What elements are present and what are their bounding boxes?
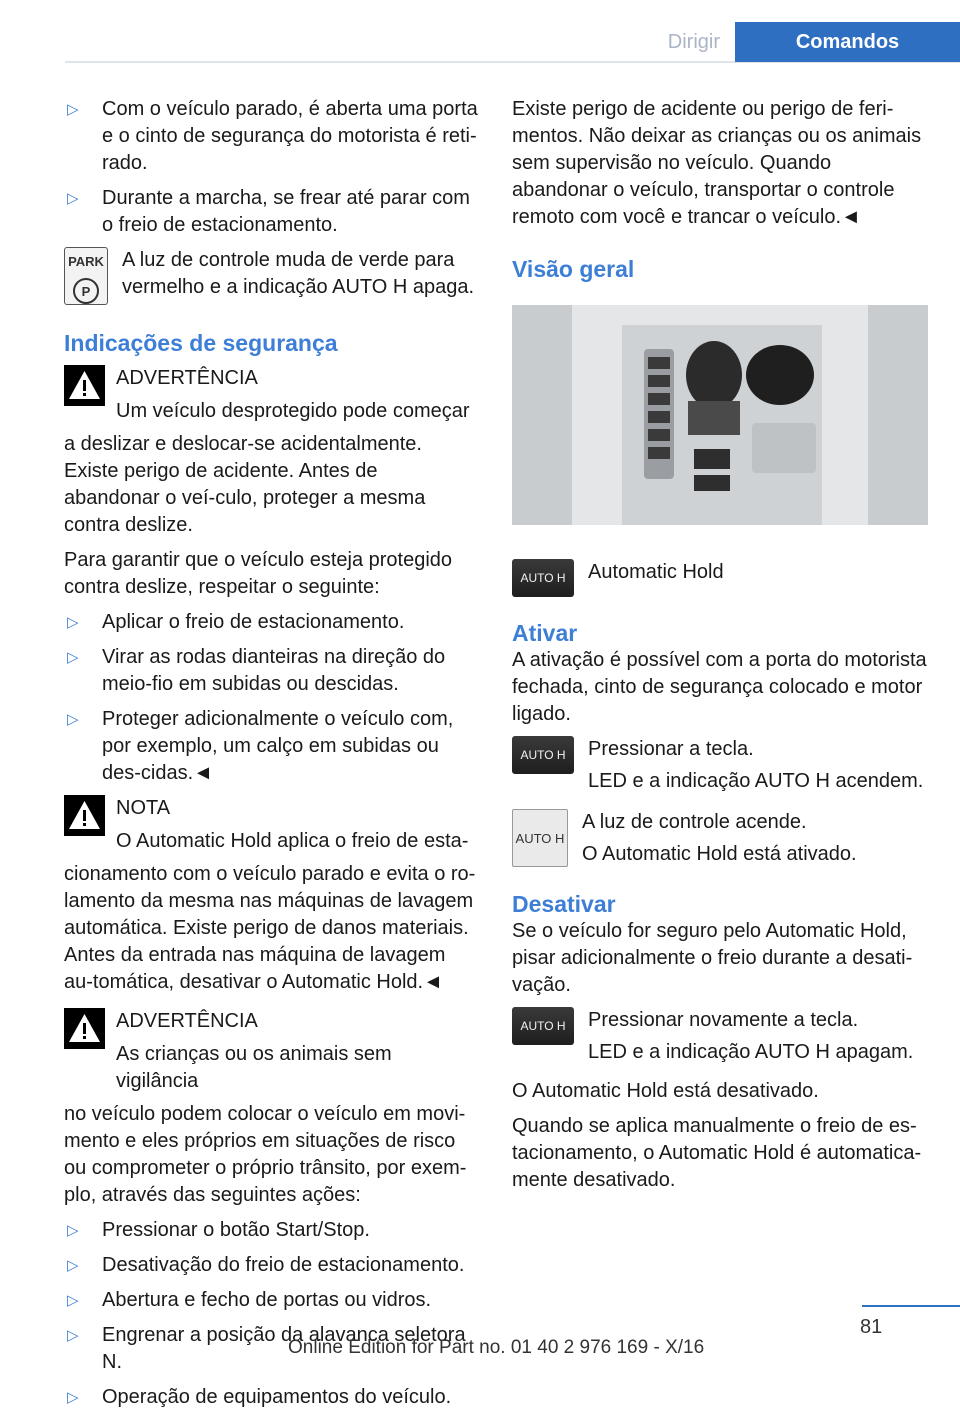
warning-title: ADVERTÊNCIA — [116, 367, 258, 389]
list-item: ▷ Aplicar o freio de estacionamento. — [64, 609, 478, 636]
page-number: 81 — [860, 1316, 883, 1338]
triangle-bullet-icon: ▷ — [67, 649, 79, 666]
warning-title: ADVERTÊNCIA — [116, 1010, 258, 1032]
autohold-caption: Automatic Hold — [588, 561, 724, 583]
triangle-bullet-icon: ▷ — [67, 190, 79, 207]
list-item: ▷ Com o veículo parado, é aberta uma porta e o cinto de segurança do motorista é reti-rado. — [64, 96, 478, 177]
warning-triangle-icon — [64, 365, 105, 406]
triangle-bullet-icon: ▷ — [67, 1257, 79, 1274]
paragraph: Para garantir que o veículo esteja protegido contra deslize, respeitar o seguinte: — [64, 549, 453, 598]
list-item: ▷ Desativação do freio de estacionamento. — [64, 1252, 478, 1279]
footer-rule — [862, 1305, 960, 1307]
header-section: Dirigir — [667, 31, 720, 53]
lamp-row: AUTO H A luz de controle acende. O Automatic Hold está ativado. — [512, 809, 930, 868]
warning-triangle-icon — [64, 1008, 105, 1049]
deactivate-heading: Desativar — [512, 891, 616, 917]
paragraph: Existe perigo de acidente ou perigo de feri-mentos. Não deixar as crianças ou os animais sem supervisão no veículo. Quando abandonar o veículo, transportar o controle remoto com você e trancar o veículo.◄ — [512, 98, 922, 228]
auto-h-lamp-icon: AUTO H — [512, 809, 568, 867]
left-column — [64, 96, 478, 1419]
header-chapter-tab: Comandos — [735, 22, 960, 62]
press-row: AUTO H Pressionar a tecla. LED e a indicação AUTO H acendem. — [512, 736, 930, 795]
press-again-row: AUTO H Pressionar novamente a tecla. LED e a indicação AUTO H apagam. — [512, 1007, 930, 1066]
autohold-row — [512, 559, 930, 597]
list-item: ▷ Durante a marcha, se frear até parar com o freio de estacionamento. — [64, 185, 478, 239]
right-column: Existe perigo de acidente ou perigo de feri-mentos. Não deixar as crianças ou os animais sem supervisão no veículo. Quando abandonar o veículo, transportar o controle remoto com você e trancar o veículo.◄ Visão geral AUTO H Automatic Hold Ativar A ativação é possível com a porta do motorista fechada, cinto de segurança colocado e motor ligado. AUTO H Pressionar a tecla. LED e a indicação AUTO H acendem. AUTO H A luz de controle acende. O Automatic Hold está ativado. Desativar Se o veículo for seguro pelo Automatic Hold, pisar adicionalmente o freio durante a desati-vação. AUTO H Pressionar novamente a tecla. LED e a indicação AUTO H apagam. O Automatic Hold está desativado. Quando se aplica manualmente o freio de es-tacionamento, o Automatic Hold é automatica-mente desativado. — [512, 96, 930, 1202]
note-block: NOTA O Automatic Hold aplica o freio de esta- cionamento com o veículo parado e evita o ro-lamento da mesma nas máquinas de lavagem automática. Existe perigo de danos materiais. Antes da entrada nas máquina de lavagem au-tomática, desativar o Automatic Hold.◄ — [64, 797, 476, 993]
safety-heading: Indicações de segurança — [64, 330, 338, 356]
park-indicator-text: A luz de controle muda de verde para vermelho e a indicação AUTO H apaga. — [122, 249, 475, 298]
warning-triangle-icon — [64, 795, 105, 836]
list-item: ▷ Virar as rodas dianteiras na direção do meio-fio em subidas ou descidas. — [64, 644, 478, 698]
triangle-bullet-icon: ▷ — [67, 101, 79, 118]
edition-footer: Online Edition for Part no. 01 40 2 976 169 - X/16 — [288, 1337, 705, 1358]
park-indicator-row — [64, 247, 478, 305]
auto-h-button-icon: AUTO H — [512, 559, 574, 597]
triangle-bullet-icon: ▷ — [67, 1222, 79, 1239]
triangle-bullet-icon: ▷ — [67, 614, 79, 631]
triangle-bullet-icon: ▷ — [67, 1327, 79, 1344]
center-console-photo — [512, 305, 928, 525]
triangle-bullet-icon: ▷ — [67, 1389, 79, 1406]
list-item: ▷ Pressionar o botão Start/Stop. — [64, 1217, 478, 1244]
activate-heading: Ativar — [512, 620, 578, 646]
note-title: NOTA — [116, 797, 171, 819]
triangle-bullet-icon: ▷ — [67, 1292, 79, 1309]
list-item: ▷ Abertura e fecho de portas ou vidros. — [64, 1287, 478, 1314]
warning-block: ADVERTÊNCIA As crianças ou os animais sem vigilância no veículo podem colocar o veículo em movi-mento e eles próprios em situações de risco ou comprometer o próprio trânsito, por exem-plo, através das seguintes ações: — [64, 1008, 478, 1209]
list-item: ▷ Engrenar a posição da alavanca seletora N. — [64, 1322, 478, 1376]
list-item: ▷ Operação de equipamentos do veículo. — [64, 1384, 478, 1411]
warning-block: ADVERTÊNCIA Um veículo desprotegido pode começar a deslizar e deslocar-se acidentalmente. Existe perigo de acidente. Antes de abandonar o veí-culo, proteger a mesma contra deslize. — [64, 367, 470, 536]
auto-h-button-icon: AUTO H — [512, 736, 574, 774]
list-item: ▷ Proteger adicionalmente o veículo com, por exemplo, um calço em subidas ou des-cidas.◄ — [64, 706, 478, 787]
park-lamp-icon: PARK P — [64, 247, 108, 305]
triangle-bullet-icon: ▷ — [67, 711, 79, 728]
auto-h-button-icon: AUTO H — [512, 1007, 574, 1045]
overview-heading: Visão geral — [512, 256, 635, 282]
